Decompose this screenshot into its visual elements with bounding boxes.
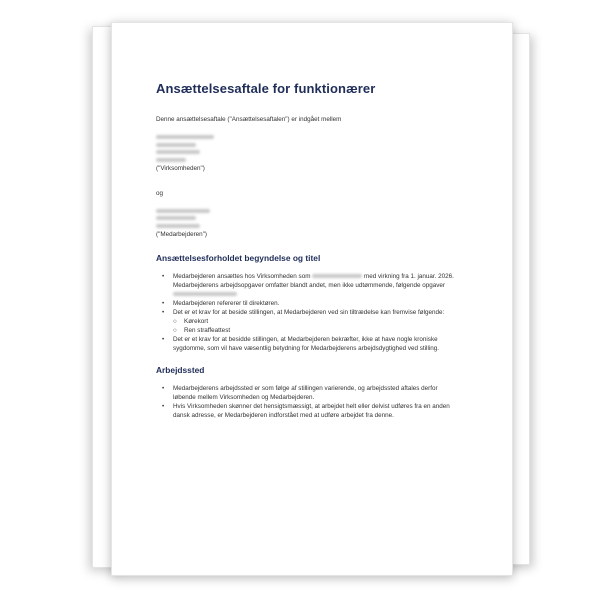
- list-item: • Medarbejderens arbejdssted er som følge af stillingen varierende, og arbejdssted aftales derfor løbende mellem Virksomheden og Medarbejderen.: [162, 384, 438, 401]
- redacted-line: [156, 143, 196, 147]
- redacted-line: [156, 216, 196, 220]
- redacted-line: [156, 150, 200, 154]
- bullet-icon: •: [162, 308, 165, 316]
- circle-bullet-icon: ○: [173, 317, 177, 325]
- circle-bullet-icon: ○: [173, 326, 177, 334]
- workplace-bullet-list: [156, 384, 462, 420]
- and-text: og: [156, 189, 164, 197]
- employer-label: ("Virksomheden"): [156, 164, 205, 172]
- employer-address-redacted: [156, 135, 462, 162]
- redacted-line: [156, 135, 214, 139]
- bullet-icon: •: [162, 384, 165, 392]
- section-heading-employment: Ansættelsesforholdet begyndelse og titel: [156, 252, 321, 263]
- sub-list-item: ○ Ren straffeattest: [173, 326, 231, 334]
- redacted-line: [156, 224, 200, 228]
- document-page: [111, 22, 513, 576]
- bullet-icon: •: [162, 335, 165, 343]
- redacted-tasks: [173, 292, 237, 296]
- employee-address-redacted: [156, 209, 462, 228]
- bullet-icon: •: [162, 299, 165, 307]
- sub-list-item: ○ Kørekort: [173, 317, 209, 325]
- list-item: • Det er et krav for at beside stillingen, at Medarbejderen ved sin tiltrædelse kan fremvise følgende:: [162, 308, 445, 316]
- document-title: Ansættelsesaftale for funktionærer: [156, 81, 376, 96]
- list-item: • Hvis Virksomheden skønner det hensigtsmæssigt, at arbejdet helt eller delvist udføres fra en anden dansk adresse, er Medarbejderen indforstået med at udføre arbejdet fra denne.: [162, 402, 450, 419]
- list-item: • Medarbejderen refererer til direktøren.: [162, 299, 280, 307]
- document-content: [156, 81, 462, 420]
- redacted-line: [156, 209, 210, 213]
- list-item: • Medarbejderen ansættes hos Virksomheden som med virkning fra 1. januar. 2026. Medarbejderens arbejdsopgaver omfatter blandt andet, men ikke udtømmende, følgende opgaver: [156, 272, 462, 299]
- section-heading-workplace: Arbejdssted: [156, 364, 205, 375]
- list-item: • Det er et krav for at besidde stillingen, at Medarbejderen bekræfter, ikke at have nogle kroniske sygdomme, som vil have væsentlig betydning for Medarbejderens arbejdsdygtighed ved stilling.: [162, 335, 440, 352]
- redacted-job-title: [312, 274, 362, 278]
- bullet-icon: •: [162, 402, 165, 410]
- employment-bullet-list: [156, 272, 462, 353]
- employee-label: ("Medarbejderen"): [156, 230, 208, 238]
- intro-text: Denne ansættelsesaftale ("Ansættelsesaftalen") er indgået mellem: [156, 116, 342, 123]
- redacted-line: [156, 158, 186, 162]
- bullet-icon: •: [162, 272, 165, 280]
